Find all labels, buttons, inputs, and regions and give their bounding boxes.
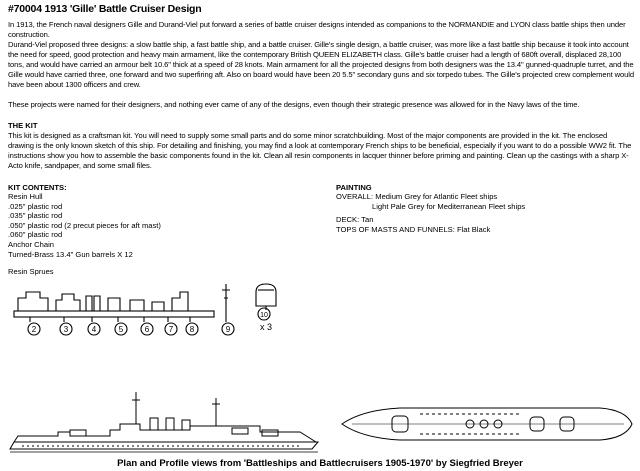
part-number-circle [28, 323, 40, 335]
part-number-circle [186, 323, 198, 335]
turret-quantity: x 3 [259, 322, 273, 332]
part-number: 6 [144, 325, 150, 334]
document-title: #70004 1913 'Gille' Battle Cruiser Design [8, 3, 202, 15]
contents-item: Resin Hull [8, 192, 43, 201]
turret-part-10 [256, 284, 276, 306]
part-number-circle [88, 323, 100, 335]
sprue-part-8 [172, 292, 188, 311]
painting-item: OVERALL: Medium Grey for Atlantic Fleet ships [336, 192, 498, 201]
turret-number: 10 [260, 312, 268, 319]
drawing-caption: Plan and Profile views from 'Battleships and Battlecruisers 1905-1970' by Siegfried Breyer [117, 458, 523, 469]
contents-item: .060" plastic rod [8, 230, 63, 240]
sprue-part-3 [56, 294, 80, 311]
intro-paragraph-3: These projects were named for their designers, and nothing ever came of any of the designs, even though their strategic presence was allowed for in the Navy laws of the time. [8, 100, 580, 109]
sprues-label: Resin Sprues [8, 267, 54, 276]
contents-item: .025" plastic rod [8, 201, 63, 211]
part-number: 5 [118, 325, 124, 334]
profile-view [10, 392, 318, 452]
part-number: 3 [63, 325, 69, 334]
contents-heading: KIT CONTENTS: [8, 183, 67, 192]
contents-list [8, 192, 161, 259]
sprue-part-2 [18, 292, 48, 311]
part-number: 4 [91, 325, 97, 334]
part-number: 2 [31, 325, 37, 334]
contents-item: Anchor Chain [8, 239, 55, 249]
kit-heading: THE KIT [8, 121, 38, 130]
part-number: 9 [225, 325, 231, 334]
painting-item: Light Pale Grey for Mediterranean Fleet ships [372, 201, 526, 211]
sprue-part-6 [130, 300, 144, 311]
part-number-circle [258, 308, 270, 320]
part-number: 8 [189, 325, 195, 334]
leader-lines [30, 306, 266, 322]
sprue-part-7 [152, 302, 164, 311]
sprue-part-4 [86, 296, 100, 311]
sprue-runner [14, 311, 214, 317]
intro-paragraph-1: In 1913, the French naval designers Gille and Durand-Viel put forward a series of battle cruiser designs intended as companions to the NORMANDIE and LYON class battle ships then under construction. [8, 20, 626, 39]
painting-item: DECK: Tan [336, 215, 374, 225]
painting-heading: PAINTING [336, 183, 372, 192]
painting-list [336, 192, 525, 234]
part-number-circle [60, 323, 72, 335]
part-number-circle [141, 323, 153, 335]
kit-paragraph: This kit is designed as a craftsman kit. You will need to supply some small parts and do some minor scratchbuilding. Most of the major components are provided in the kit. The enclosed drawing is the only known sketch of this ship. For detailing and finishing, you may find a look at contemporary French ships to be beneficial, especially if you want to do a possible WW2 fit. The instructions show you how to assemble the basic components found in the kit. Clean all resin components in lacquer thinner before priming and painting. Clean up the castings with a sharp X-Acto knife, sandpaper, and some small files. [8, 131, 632, 170]
sprue-part-5 [108, 298, 120, 311]
part-number-circle [115, 323, 127, 335]
contents-item: .050" plastic rod (2 precut pieces for aft mast) [8, 220, 161, 230]
sprue-part-9 [222, 284, 230, 317]
part-number-circle [222, 323, 234, 335]
part-number-circle [165, 323, 177, 335]
intro-paragraph-2: Durand-Viel proposed three designs: a slow battle ship, a fast battle ship, and a battle cruiser. Gille's single design, a battle cruiser, was more like a fast battle ship because it took into account the need for speed, good protection and heavy main armament, like the contemporary British QUEEN ELIZABETH class. Gille's battle cruiser had a length of 680ft overall, displaced 28,100 tons, and would have carried an armour belt 10.6" thick at a speed of 28 knots. Main armament for all the projected designs from both designers was the 13.4" gunned-quadruple turret, and the Gille would have carried three, one forward and two superfiring aft. Also on board would have been 20 5.5" secondary guns and six torpedo tubes. The Gille's projected crew complement would have been about 1300 officers and crew. [8, 40, 634, 89]
contents-item: Turned-Brass 13.4" Gun barrels X 12 [8, 249, 133, 259]
plan-view [342, 408, 632, 440]
painting-item: TOPS OF MASTS AND FUNNELS: Flat Black [336, 224, 491, 234]
part-number: 7 [168, 325, 174, 334]
contents-item: .035" plastic rod [8, 211, 63, 221]
